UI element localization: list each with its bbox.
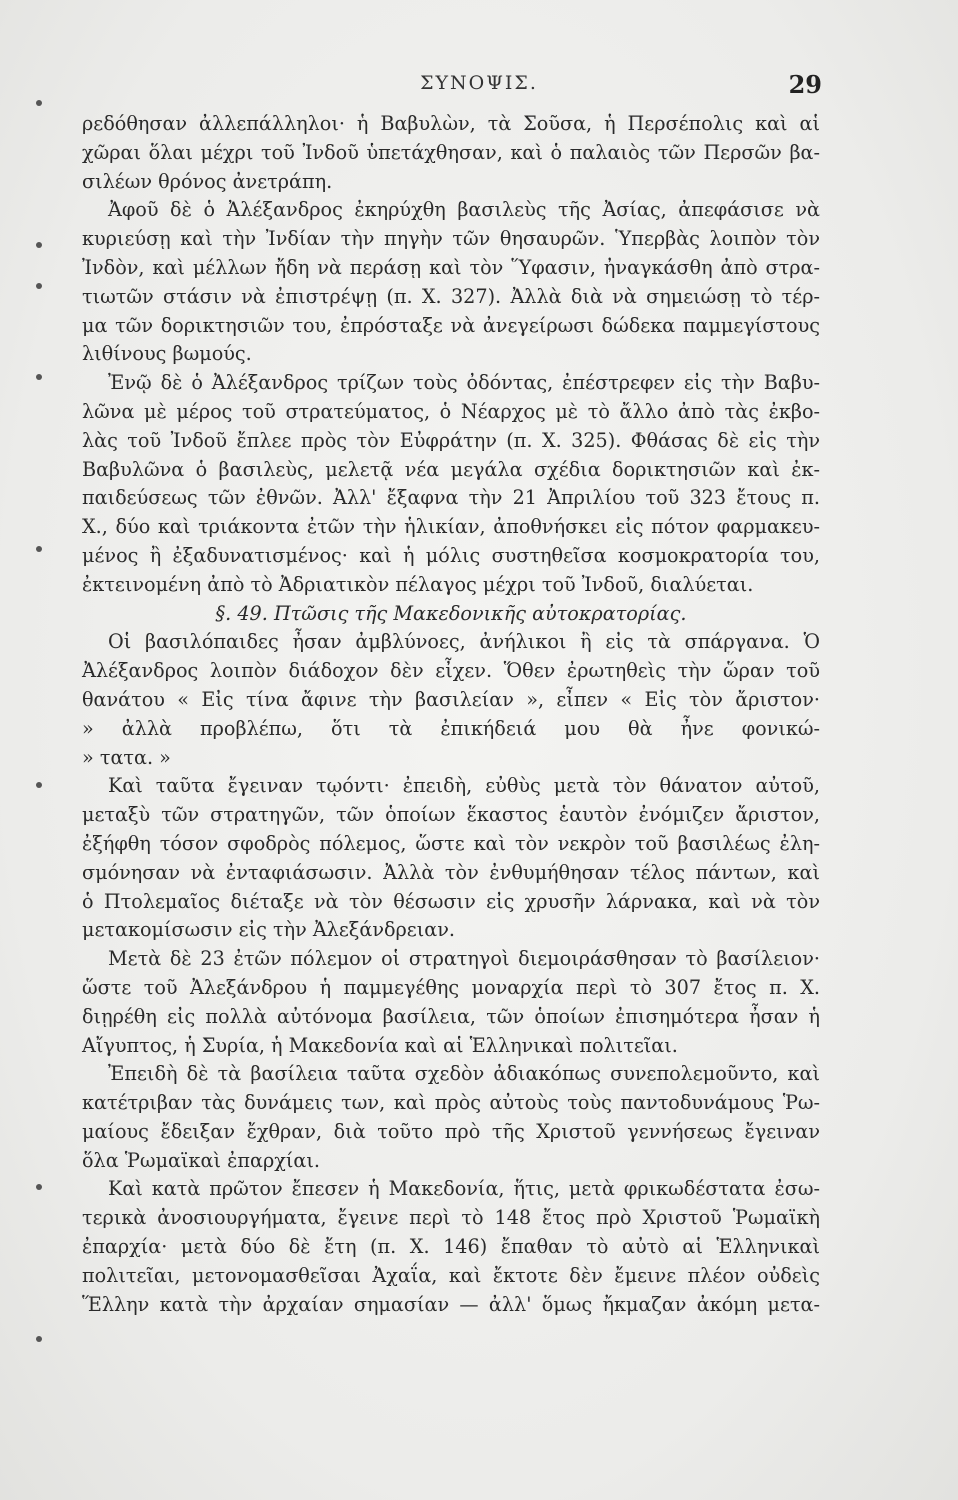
text-line: ὅλα Ῥωμαϊκαὶ ἐπαρχίαι. [82, 1148, 320, 1172]
text-line: » τατα. » [82, 745, 171, 769]
text-line: μα τῶν δορικτησιῶν του, ἐπρόσταξε νὰ ἀνεγείρωσι δώδεκα παμμεγίστους [82, 313, 820, 337]
text-line: ὁ Πτολεμαῖος διέταξε νὰ τὸν θέσωσιν εἰς χρυσῆν λάρνακα, καὶ νὰ τὸν [82, 889, 820, 913]
page-header [0, 72, 958, 102]
text-line: θανάτου « Εἰς τίνα ἄφινε τὴν βασιλείαν », εἶπεν « Εἰς τὸν ἄριστον· [82, 687, 820, 711]
text-line: σμόνησαν νὰ ἐνταφιάσωσιν. Ἀλλὰ τὸν ἐνθυμήθησαν τέλος πάντων, καὶ [82, 860, 820, 884]
text-line: μεταξὺ τῶν στρατηγῶν, τῶν ὁποίων ἕκαστος ἑαυτὸν ἐνόμιζεν ἄριστον, [82, 803, 820, 827]
section-heading: §. 49. Πτῶσις τῆς Μακεδονικῆς αὐτοκρατορίας. [215, 601, 687, 625]
text-line: σιλέων θρόνος ἀνετράπη. [82, 169, 333, 193]
text-line: διῃρέθη εἰς πολλὰ αὐτόνομα βασίλεια, τῶν ὁποίων ἐπισημότερα ἦσαν ἡ [82, 1004, 820, 1028]
text-line: Καὶ ταῦτα ἔγειναν τῳόντι· ἐπειδὴ, εὐθὺς μετὰ τὸν θάνατον αὐτοῦ, [108, 774, 820, 798]
text-line: Καὶ κατὰ πρῶτον ἔπεσεν ἡ Μακεδονία, ἥτις, μετὰ φρικωδέστατα ἐσω- [108, 1177, 820, 1201]
margin-speck [36, 374, 42, 380]
text-line: Ἐπειδὴ δὲ τὰ βασίλεια ταῦτα σχεδὸν ἀδιακόπως συνεπολεμοῦντο, καὶ [108, 1062, 820, 1086]
margin-speck [36, 283, 42, 289]
text-line: κατέτριβαν τὰς δυνάμεις των, καὶ πρὸς αὐτοὺς τοὺς παντοδυνάμους Ῥω- [82, 1091, 820, 1115]
text-line: πολιτεῖαι, μετονομασθεῖσαι Ἀχαΐα, καὶ ἔκτοτε δὲν ἔμεινε πλέον οὐδεὶς [82, 1263, 820, 1287]
text-line: Μετὰ δὲ 23 ἐτῶν πόλεμον οἱ στρατηγοὶ διεμοιράσθησαν τὸ βασίλειον· [108, 947, 820, 971]
text-line: μένος ἢ ἐξαδυνατισμένος· καὶ ἡ μόλις συστηθεῖσα κοσμοκρατορία του, [82, 543, 820, 567]
text-line: ἐπαρχία· μετὰ δύο δὲ ἔτη (π. Χ. 146) ἔπαθαν τὸ αὐτὸ αἱ Ἑλληνικαὶ [82, 1235, 820, 1259]
text-line: Ἰνδὸν, καὶ μέλλων ἤδη νὰ περάσῃ καὶ τὸν Ὕφασιν, ἠναγκάσθη ἀπὸ στρα- [82, 255, 820, 279]
margin-speck [36, 1184, 42, 1190]
text-line: λῶνα μὲ μέρος τοῦ στρατεύματος, ὁ Νέαρχος μὲ τὸ ἄλλο ἀπὸ τὰς ἐκβο- [82, 399, 820, 423]
text-line: μετακομίσωσιν εἰς τὴν Ἀλεξάνδρειαν. [82, 918, 455, 942]
text-line: ὥστε τοῦ Ἀλεξάνδρου ἡ παμμεγέθης μοναρχία περὶ τὸ 307 ἔτος π. Χ. [82, 975, 820, 999]
margin-speck [36, 1336, 42, 1342]
body-text [82, 110, 820, 1319]
page-number: 29 [788, 70, 822, 99]
text-line: » ἀλλὰ προβλέπω, ὅτι τὰ ἐπικήδειά μου θὰ ἦνε φονικώ- [82, 716, 820, 740]
text-line: λιθίνους βωμούς. [82, 342, 252, 366]
margin-speck [36, 242, 42, 248]
text-line: Οἱ βασιλόπαιδες ἦσαν ἀμβλύνοες, ἀνήλικοι ἢ εἰς τὰ σπάργανα. Ὁ [108, 630, 820, 654]
text-line: χῶραι ὅλαι μέχρι τοῦ Ἰνδοῦ ὑπετάχθησαν, καὶ ὁ παλαιὸς τῶν Περσῶν βα- [82, 140, 820, 164]
text-line: Ἀφοῦ δὲ ὁ Ἀλέξανδρος ἐκηρύχθη βασιλεὺς τῆς Ἀσίας, ἀπεφάσισε νὰ [108, 198, 820, 222]
text-line: τερικὰ ἀνοσιουργήματα, ἔγεινε περὶ τὸ 148 ἔτος πρὸ Χριστοῦ Ῥωμαϊκὴ [82, 1206, 820, 1230]
text-line: μαίους ἔδειξαν ἔχθραν, διὰ τοῦτο πρὸ τῆς Χριστοῦ γεννήσεως ἔγειναν [82, 1119, 820, 1143]
text-line: Ἕλλην κατὰ τὴν ἀρχαίαν σημασίαν — ἀλλ' ὅμως ἤκμαζαν ἀκόμη μετα- [82, 1292, 820, 1316]
text-line: κυριεύσῃ καὶ τὴν Ἰνδίαν τὴν πηγὴν τῶν θησαυρῶν. Ὑπερβὰς λοιπὸν τὸν [82, 227, 820, 251]
text-line: Χ., δύο καὶ τριάκοντα ἐτῶν τὴν ἡλικίαν, ἀποθνήσκει εἰς πότον φαρμακευ- [82, 515, 820, 539]
text-line: λὰς τοῦ Ἰνδοῦ ἔπλεε πρὸς τὸν Εὐφράτην (π. Χ. 325). Φθάσας δὲ εἰς τὴν [82, 428, 820, 452]
text-line: Βαβυλῶνα ὁ βασιλεὺς, μελετᾷ νέα μεγάλα σχέδια δορικτησιῶν καὶ ἐκ- [82, 457, 820, 481]
running-head: ΣΥΝΟΨΙΣ. [420, 72, 538, 94]
text-line: ρεδόθησαν ἀλλεπάλληλοι· ἡ Βαβυλὼν, τὰ Σοῦσα, ἡ Περσέπολις καὶ αἱ [82, 112, 820, 135]
text-line: ἐξήφθη τόσον σφοδρὸς πόλεμος, ὥστε καὶ τὸν νεκρὸν τοῦ βασιλέως ἐλη- [82, 831, 820, 855]
text-line: ἐκτεινομένη ἀπὸ τὸ Ἀδριατικὸν πέλαγος μέχρι τοῦ Ἰνδοῦ, διαλύεται. [82, 572, 754, 596]
margin-speck [36, 546, 42, 552]
text-line: παιδεύσεως τῶν ἐθνῶν. Ἀλλ' ἔξαφνα τὴν 21 Ἀπριλίου τοῦ 323 ἔτους π. [82, 486, 820, 510]
text-line: Ἐνῷ δὲ ὁ Ἀλέξανδρος τρίζων τοὺς ὀδόντας, ἐπέστρεφεν εἰς τὴν Βαβυ- [108, 371, 820, 395]
text-line: Ἀλέξανδρος λοιπὸν διάδοχον δὲν εἶχεν. Ὅθεν ἐρωτηθεὶς τὴν ὥραν τοῦ [82, 659, 820, 683]
text-line: τιωτῶν στάσιν νὰ ἐπιστρέψῃ (π. Χ. 327). Ἀλλὰ διὰ νὰ σημειώσῃ τὸ τέρ- [82, 284, 820, 308]
margin-speck [36, 782, 42, 788]
text-line: Αἴγυπτος, ἡ Συρία, ἡ Μακεδονία καὶ αἱ Ἑλληνικαὶ πολιτεῖαι. [82, 1033, 678, 1057]
